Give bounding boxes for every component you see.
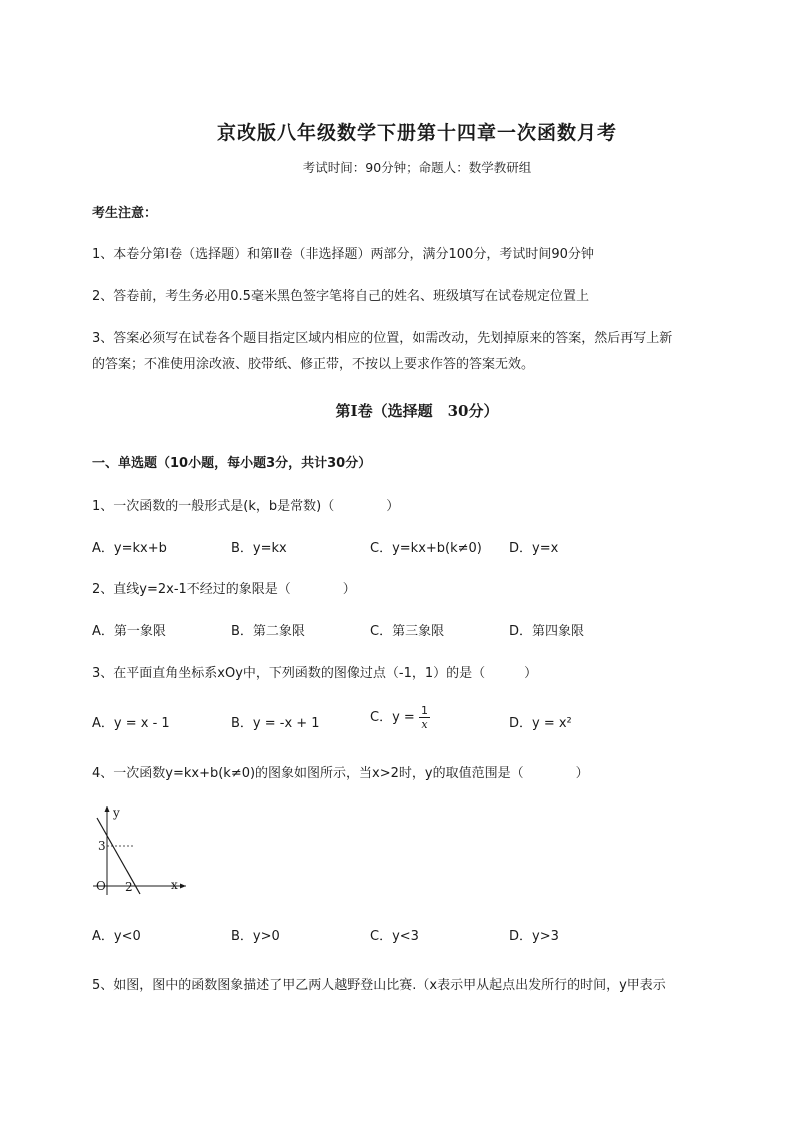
exam-info: 考试时间：90分钟；命题人：数学教研组 xyxy=(302,160,532,175)
question-2-option-c: C．第三象限 xyxy=(370,624,445,639)
question-4-stem: 4、一次函数y=kx+b(k≠0)的图象如图所示，当x>2时，y的取值范围是（ ） xyxy=(92,766,589,781)
x-axis-arrow xyxy=(180,884,186,889)
notice-heading: 考生注意： xyxy=(92,206,158,221)
fraction-one-over-x xyxy=(419,704,430,731)
question-1-stem: 1、一次函数的一般形式是(k，b是常数)（ ） xyxy=(92,499,400,514)
question-2-option-d: D．第四象限 xyxy=(509,624,585,639)
question-2-stem: 2、直线y=2x-1不经过的象限是（ ） xyxy=(92,582,356,597)
question-3-option-b: B．y = -x + 1 xyxy=(231,716,320,731)
part-title: 一、单选题（10小题，每小题3分，共计30分） xyxy=(92,456,372,471)
notice-item-1: 1、本卷分第I卷（选择题）和第Ⅱ卷（非选择题）两部分，满分100分，考试时间90分钟 xyxy=(92,247,594,262)
y-intercept-label: 3 xyxy=(98,839,106,853)
question-4-option-b: B．y>0 xyxy=(231,929,280,944)
notice-item-3-continued: 的答案；不准使用涂改液、胶带纸、修正带，不按以上要求作答的答案无效。 xyxy=(92,357,535,372)
question-2-option-b: B．第二象限 xyxy=(231,624,305,639)
question-3-option-a: A．y = x - 1 xyxy=(92,716,170,731)
fraction-denominator: x xyxy=(421,718,428,731)
question-3-option-c-label: C．y = xyxy=(370,710,415,725)
notice-item-2: 2、答卷前，考生务必用0.5毫米黑色签字笔将自己的姓名、班级填写在试卷规定位置上 xyxy=(92,289,589,304)
page-title: 京改版八年级数学下册第十四章一次函数月考 xyxy=(216,122,617,144)
x-axis-label: x xyxy=(171,878,178,892)
question-3-option-c xyxy=(370,704,430,731)
question-2-option-a: A．第一象限 xyxy=(92,624,166,639)
question-3-option-d: D．y = x² xyxy=(509,716,572,731)
y-axis-arrow xyxy=(105,806,110,812)
question-4-option-a: A．y<0 xyxy=(92,929,141,944)
question-1-option-a: A．y=kx+b xyxy=(92,541,167,556)
y-axis-label: y xyxy=(113,806,120,820)
question-1-option-c: C．y=kx+b(k≠0) xyxy=(370,541,482,556)
question-4-option-d: D．y>3 xyxy=(509,929,559,944)
question-4-option-c: C．y<3 xyxy=(370,929,419,944)
notice-item-3: 3、答案必须写在试卷各个题目指定区域内相应的位置，如需改动，先划掉原来的答案，然后再写上新 xyxy=(92,331,673,346)
question-5-stem: 5、如图，图中的函数图象描述了甲乙两人越野登山比赛.（x表示甲从起点出发所行的时间，y甲表示 xyxy=(92,978,666,993)
section-title: 第I卷（选择题 30分） xyxy=(335,402,499,420)
origin-label: O xyxy=(96,879,106,893)
question-3-stem: 3、在平面直角坐标系xOy中，下列函数的图像过点（-1，1）的是（ ） xyxy=(92,666,538,681)
question-1-option-d: D．y=x xyxy=(509,541,559,556)
question-1-option-b: B．y=kx xyxy=(231,541,287,556)
x-intercept-label: 2 xyxy=(125,880,133,894)
fraction-numerator: 1 xyxy=(420,704,428,717)
linear-function-graph xyxy=(88,800,188,900)
